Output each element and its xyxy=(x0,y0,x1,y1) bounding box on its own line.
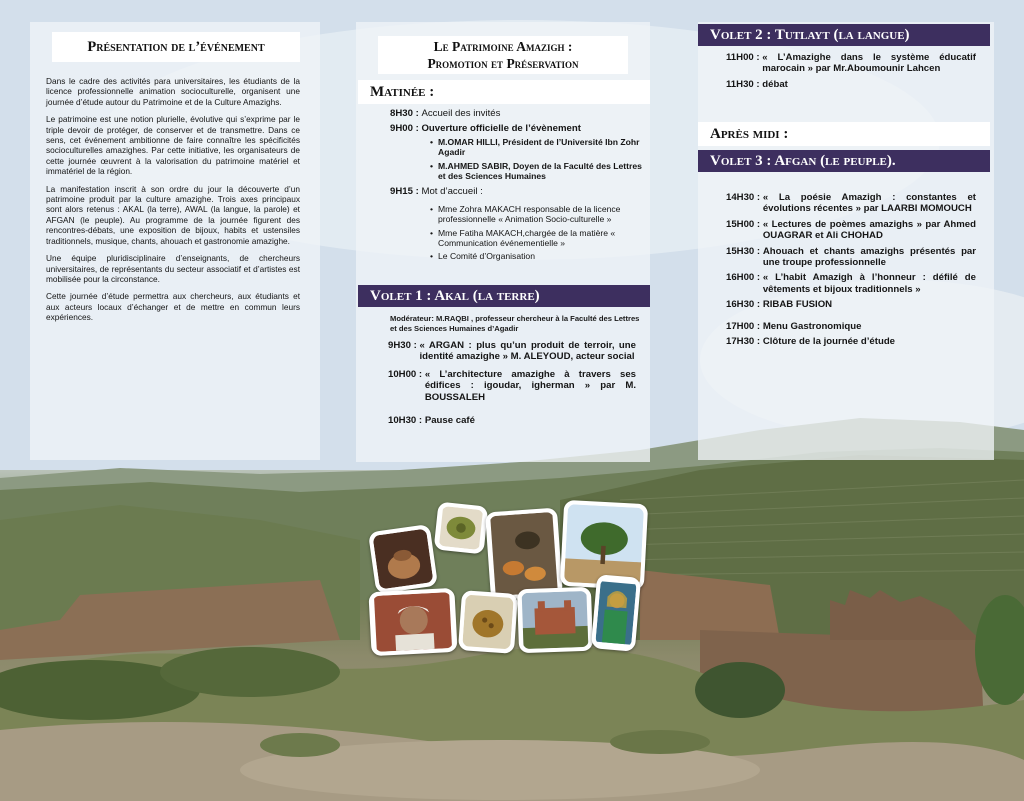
apres-midi-heading: Après midi : xyxy=(698,122,990,146)
schedule-text: « Lectures de poèmes amazighs » par Ahmed OUAGRAR et Ali CHOHAD xyxy=(762,218,976,242)
schedule-item xyxy=(726,299,976,310)
intro-paragraph: Le patrimoine est une notion plurielle, évolutive qui s’exprime par le triple devoir de protéger, de conserver et de transmettre. Dans ce sens, cet événement ambitionne de faire connaître les spécificités socioculturelles amazighes. Par cette initiative, les organisateurs de cette journée œuvrent à la valorisation du patrimoine matériel et immatériel de la région. xyxy=(46,114,300,177)
event-title-line2: Promotion et Préservation xyxy=(427,56,579,71)
schedule-text: Mot d’accueil : xyxy=(421,186,483,198)
schedule-time: 9H00 : xyxy=(390,123,419,135)
schedule-item xyxy=(390,108,644,119)
photo-pottery xyxy=(368,524,438,594)
photo-tajine xyxy=(434,502,489,555)
speaker-item: • M.OMAR HILLI, Président de l’Université Ibn Zohr Agadir xyxy=(430,137,644,158)
speaker-item: • Mme Fatiha MAKACH,chargée de la matière « Communication événementielle » xyxy=(430,228,644,249)
morning-schedule xyxy=(390,108,644,267)
moderator-text: Modérateur: M.RAQBI , professeur chercheur à la Faculté des Lettres et des Sciences Humaines d’Agadir xyxy=(390,314,640,333)
schedule-time: 17H30 : xyxy=(726,336,761,348)
intro-paragraph: Une équipe pluridisciplinaire d’enseignants, de chercheurs universitaires, de représentants du secteur associatif et d’artistes est mobilisée pour la circonstance. xyxy=(46,253,300,284)
schedule-item xyxy=(388,415,636,426)
schedule-time: 9H15 : xyxy=(390,186,419,198)
speaker-item: • M.AHMED SABIR, Doyen de la Faculté des Lettres et des Sciences Humaines xyxy=(430,161,644,182)
schedule-time: 9H30 : xyxy=(388,340,417,351)
schedule-time: 8H30 : xyxy=(390,108,419,119)
intro-paragraph: Dans le cadre des activités para universitaires, les étudiants de la licence professionnelle animation socioculturelle, organisent une journée d’étude autour du Patrimoine et de la Culture Amazighs. xyxy=(46,76,300,107)
speaker-item: • Mme Zohra MAKACH responsable de la licence professionnelle « Animation Socio-culturelle » xyxy=(430,204,644,225)
schedule-text: Ahouach et chants amazighs présentés par une troupe professionnelle xyxy=(762,245,976,269)
schedule-text: RIBAB FUSION xyxy=(762,299,833,311)
schedule-text: Ouverture officielle de l’évènement xyxy=(421,123,581,135)
schedule-item xyxy=(726,219,976,242)
schedule-time: 16H30 : xyxy=(726,299,761,311)
photo-kasbah xyxy=(517,587,593,654)
volet2-heading: Volet 2 : Tutlayt (la langue) xyxy=(698,24,990,46)
schedule-item xyxy=(388,340,636,363)
schedule-item xyxy=(390,123,644,134)
schedule-time: 15H00 : xyxy=(726,218,761,230)
schedule-text: débat xyxy=(762,78,788,90)
schedule-text: Menu Gastronomique xyxy=(762,320,862,332)
schedule-item xyxy=(726,246,976,269)
schedule-text: « La poésie Amazigh : constantes et évolutions récentes » par LAARBI MOMOUCH xyxy=(762,192,976,215)
presentation-title: Présentation de l’événement xyxy=(52,32,300,62)
schedule-text: Clôture de la journée d’étude xyxy=(762,336,896,348)
schedule-time: 16H00 : xyxy=(726,272,761,284)
opening-speakers-list xyxy=(430,137,644,182)
photo-woman xyxy=(591,574,641,652)
schedule-time: 11H00 : xyxy=(726,52,760,63)
intro-paragraph: Cette journée d’étude permettra aux chercheurs, aux étudiants et aux acteurs locaux d’échanger et de mettre en commun leurs expériences. xyxy=(46,291,300,323)
photo-bowl xyxy=(458,590,518,654)
schedule-item xyxy=(726,192,976,215)
schedule-time: 10H00 : xyxy=(388,368,423,380)
intro-paragraph: La manifestation inscrit à son ordre du jour la découverte d’un patrimoine produit par la culture amazighe. Trois axes principaux sont alors retenus : AKAL (la terre), AWAL (la langue, la parole) et AFGAN (le peuple). Au programme de la journée figurent des rencontres-débats, une exposition de bijoux, habits et ustensiles traditionnels, musique, chants, ahouach et gastronomie amazighe. xyxy=(46,183,300,246)
schedule-item xyxy=(726,321,976,332)
schedule-item xyxy=(726,272,976,295)
volet1-heading: Volet 1 : Akal (la terre) xyxy=(358,285,650,307)
schedule-text: « ARGAN : plus qu’un produit de terroir, une identité amazighe » M. ALEYOUD, acteur social xyxy=(419,340,636,363)
schedule-item xyxy=(390,186,644,197)
schedule-item xyxy=(388,369,636,403)
schedule-time: 11H30 : xyxy=(726,78,760,90)
photo-old-man xyxy=(368,588,457,656)
schedule-time: 10H30 : xyxy=(388,415,423,427)
schedule-time: 15H30 : xyxy=(726,245,761,257)
volet2-schedule xyxy=(726,52,976,94)
schedule-text: Pause café xyxy=(424,415,475,427)
schedule-text: Accueil des invités xyxy=(421,108,501,119)
schedule-item xyxy=(726,79,976,90)
event-title-line1: Le Patrimoine Amazigh : xyxy=(433,39,573,54)
schedule-item xyxy=(726,336,976,347)
schedule-text: « L’Amazighe dans le système éducatif marocain » par Mr.Aboumounir Lahcen xyxy=(762,52,976,75)
schedule-time: 14H30 : xyxy=(726,192,761,203)
volet3-heading: Volet 3 : Afgan (le peuple). xyxy=(698,150,990,172)
welcome-speakers-list xyxy=(430,204,644,262)
event-title xyxy=(378,36,628,74)
photo-argan-nuts xyxy=(485,508,563,601)
schedule-text: « L’architecture amazighe à travers ses édifices : igoudar, igherman » par M. BOUSSALEH xyxy=(424,368,636,403)
schedule-time: 17H00 : xyxy=(726,320,761,332)
schedule-item xyxy=(726,52,976,75)
schedule-text: « L’habit Amazigh à l’honneur : défilé de vêtements et bijoux traditionnels » xyxy=(762,272,976,295)
speaker-item: • Le Comité d’Organisation xyxy=(430,251,644,261)
presentation-text xyxy=(46,76,300,330)
volet1-schedule xyxy=(388,340,636,430)
matinee-heading: Matinée : xyxy=(358,80,650,104)
volet3-schedule xyxy=(726,192,976,351)
